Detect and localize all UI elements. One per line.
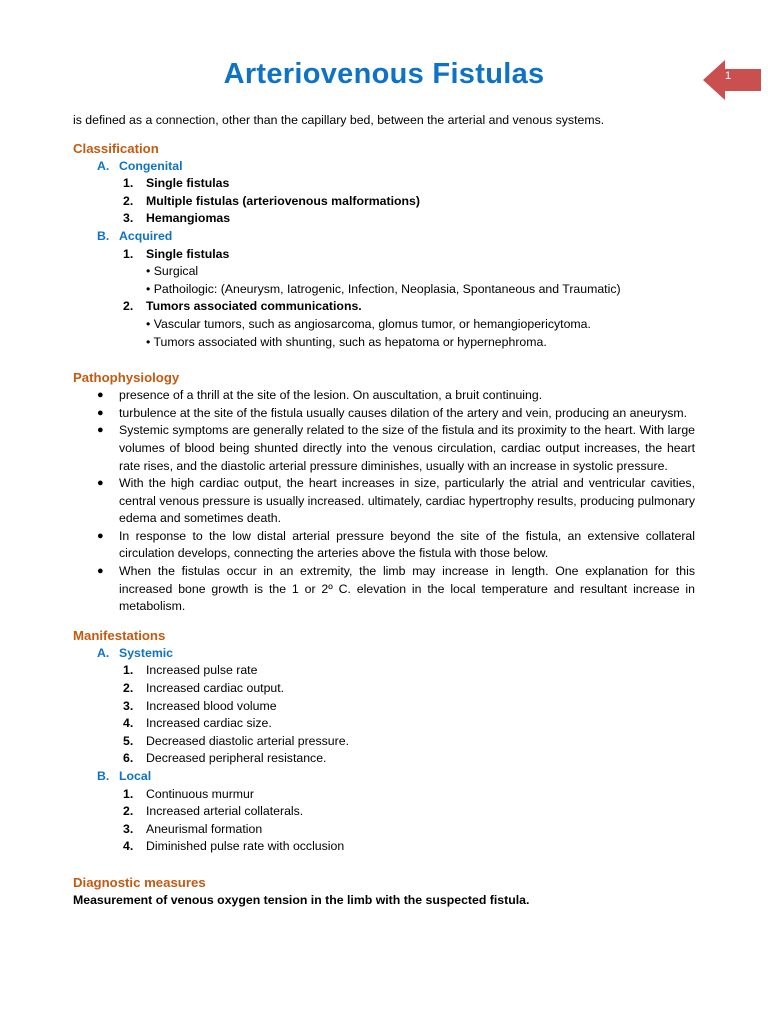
list-item: 2. Increased cardiac output. [123, 681, 285, 696]
diagnostic-heading: Diagnostic measures [73, 874, 206, 890]
bullet-icon: ● [97, 565, 104, 578]
sub-bullet: • Vascular tumors, such as angiosarcoma, glomus tumor, or hemangiopericytoma. [146, 316, 591, 331]
list-item: 1. Single fistulas [123, 246, 230, 261]
bullet-item: ● turbulence at the site of the fistula usually causes dilation of the artery and vein, producing an aneurysm. [73, 405, 695, 423]
bullet-icon: ● [97, 424, 104, 437]
list-item: 4. Increased cardiac size. [123, 716, 272, 731]
sub-bullet: • Tumors associated with shunting, such as hepatoma or hypernephroma. [146, 334, 547, 349]
bullet-item: ● Systemic symptoms are generally related to the size of the fistula and its proximity to the heart. With large volumes of blood being shunted directly into the venous circulation, cardiac output increases, the heart rate rises, and the diastolic arterial pressure diminishes, usually with an increase in systolic pressure. [73, 422, 695, 475]
sub-letter: B. [97, 228, 110, 243]
list-item: 3. Increased blood volume [123, 698, 277, 713]
list-item: 3. Aneurismal formation [123, 821, 263, 836]
list-item: 2. Tumors associated communications. [123, 299, 362, 314]
sub-bullet: • Surgical [146, 264, 199, 279]
bullet-item: ● presence of a thrill at the site of the lesion. On auscultation, a bruit continuing. [73, 387, 695, 405]
sub-label: Local [119, 769, 152, 783]
bullet-item: ● When the fistulas occur in an extremity, the limb may increase in length. One explanation for this increased bone growth is the 1 or 2º C. elevation in the local temperature and resultant increase in metabolism. [73, 563, 695, 616]
bullet-icon: ● [97, 406, 104, 419]
list-item: 1. Increased pulse rate [123, 663, 258, 678]
manifestations-sub-a [73, 645, 695, 663]
page-number: 1 [725, 70, 732, 82]
diagnostic-text: Measurement of venous oxygen tension in the limb with the suspected fistula. [73, 892, 530, 907]
list-item: 1. Continuous murmur [123, 786, 254, 801]
list-item: 1. Single fistulas [123, 176, 230, 191]
manifestations-sub-b [73, 768, 695, 786]
bullet-icon: ● [97, 529, 104, 542]
bullet-item: ● In response to the low distal arterial pressure beyond the site of the fistula, an extensive collateral circulation develops, connecting the arteries above the fistula with those below. [73, 528, 695, 563]
sub-letter: A. [97, 645, 110, 660]
list-item: 2. Multiple fistulas (arteriovenous malformations) [123, 193, 420, 208]
page-title: Arteriovenous Fistulas [223, 58, 545, 90]
bullet-icon: ● [97, 477, 104, 490]
definition-text: is defined as a connection, other than the capillary bed, between the arterial and venous systems. [73, 113, 605, 127]
classification-sub-b [73, 228, 695, 246]
bullet-item: ● With the high cardiac output, the heart increases in size, particularly the atrial and ventricular cavities, central venous pressure is usually increased. ultimately, cardiac hypertrophy results, producing pulmonary edema and sometimes death. [73, 475, 695, 528]
sub-label: Acquired [119, 228, 173, 243]
sub-letter: B. [97, 769, 110, 783]
pathophysiology-heading: Pathophysiology [73, 370, 180, 386]
list-item: 4. Diminished pulse rate with occlusion [123, 839, 345, 854]
sub-bullet: • Pathoilogic: (Aneurysm, Iatrogenic, Infection, Neoplasia, Spontaneous and Traumatic) [146, 281, 621, 296]
bullet-icon: ● [97, 389, 104, 402]
list-item: 6. Decreased peripheral resistance. [123, 751, 327, 766]
list-item: 3. Hemangiomas [123, 211, 231, 226]
sub-letter: A. [97, 158, 110, 173]
sub-label: Congenital [119, 158, 183, 173]
list-item: 5. Decreased diastolic arterial pressure. [123, 733, 349, 748]
document-body [73, 112, 695, 910]
classification-sub-a [73, 158, 695, 176]
sub-label: Systemic [119, 645, 174, 660]
manifestations-heading: Manifestations [73, 627, 166, 643]
list-item: 2. Increased arterial collaterals. [123, 804, 304, 819]
classification-heading: Classification [73, 140, 159, 156]
